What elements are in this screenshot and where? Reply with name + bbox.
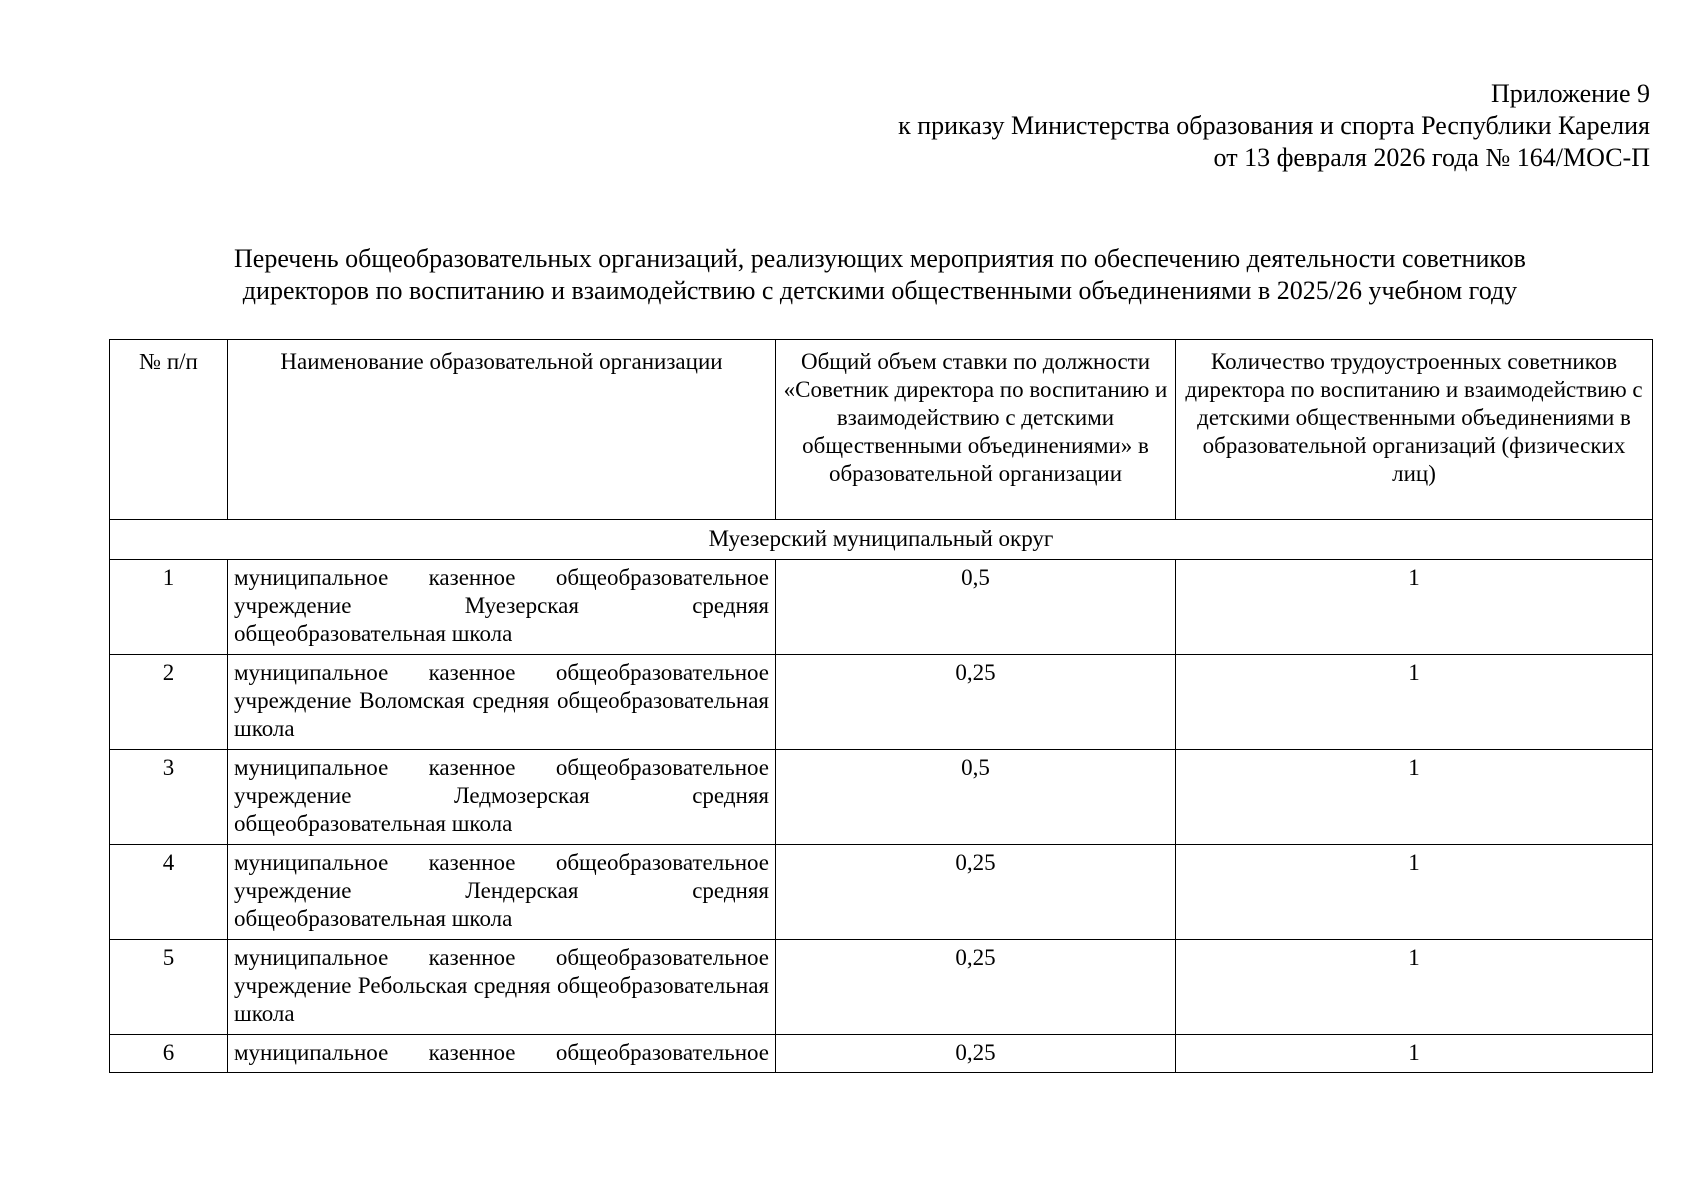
row-advisors-count: 1 — [1176, 655, 1653, 750]
section-title: Муезерский муниципальный округ — [110, 520, 1653, 560]
row-advisors-count: 1 — [1176, 845, 1653, 940]
document-title-line-1: Перечень общеобразовательных организаций, реализующих мероприятия по обеспечению деятельности советников — [234, 244, 1526, 273]
row-organization-name: муниципальное казенное общеобразовательное учреждение Лендерская средняя общеобразовательная школа — [228, 845, 776, 940]
row-number: 5 — [110, 940, 228, 1035]
table-row — [110, 1035, 1653, 1073]
row-number: 4 — [110, 845, 228, 940]
table-row — [110, 750, 1653, 845]
header-advisors-count: Количество трудоустроенных советников директора по воспитанию и взаимодействию с детскими общественными объединениями в образовательной организаций (физических лиц) — [1176, 340, 1653, 520]
row-organization-name: муниципальное казенное общеобразовательное учреждение Муезерская средняя общеобразовательная школа — [228, 560, 776, 655]
appendix-order-date: от 13 февраля 2026 года № 164/МОС-П — [1213, 143, 1650, 172]
row-advisors-count: 1 — [1176, 560, 1653, 655]
row-number: 1 — [110, 560, 228, 655]
document-title-line-2: директоров по воспитанию и взаимодействию с детскими общественными объединениями в 2025/26 учебном году — [242, 276, 1518, 305]
appendix-number: Приложение 9 — [1490, 79, 1650, 108]
row-advisors-count: 1 — [1176, 940, 1653, 1035]
row-rate-volume: 0,25 — [776, 655, 1176, 750]
row-organization-name: муниципальное казенное общеобразовательное — [228, 1035, 776, 1073]
appendix-order-reference: к приказу Министерства образования и спорта Республики Карелия — [898, 111, 1650, 140]
row-rate-volume: 0,25 — [776, 1035, 1176, 1073]
row-rate-volume: 0,5 — [776, 750, 1176, 845]
table-header-row — [110, 340, 1653, 520]
table-row — [110, 560, 1653, 655]
row-advisors-count: 1 — [1176, 1035, 1653, 1073]
header-rate-volume: Общий объем ставки по должности «Советник директора по воспитанию и взаимодействию с детскими общественными объединениями» в образовательной организации — [776, 340, 1176, 520]
header-number: № п/п — [110, 340, 228, 520]
table-row — [110, 655, 1653, 750]
header-organization-name: Наименование образовательной организации — [228, 340, 776, 520]
appendix-block — [898, 78, 1650, 174]
row-advisors-count: 1 — [1176, 750, 1653, 845]
row-number: 6 — [110, 1035, 228, 1073]
row-rate-volume: 0,25 — [776, 940, 1176, 1035]
row-organization-name: муниципальное казенное общеобразовательное учреждение Ледмозерская средняя общеобразовательная школа — [228, 750, 776, 845]
row-rate-volume: 0,5 — [776, 560, 1176, 655]
section-row — [110, 520, 1653, 560]
row-organization-name: муниципальное казенное общеобразовательное учреждение Воломская средняя общеобразовательная школа — [228, 655, 776, 750]
table-row — [110, 940, 1653, 1035]
row-number: 2 — [110, 655, 228, 750]
organizations-table — [109, 339, 1653, 1073]
row-number: 3 — [110, 750, 228, 845]
table-row — [110, 845, 1653, 940]
row-rate-volume: 0,25 — [776, 845, 1176, 940]
row-organization-name: муниципальное казенное общеобразовательное учреждение Ребольская средняя общеобразовательная школа — [228, 940, 776, 1035]
document-title — [110, 243, 1650, 307]
